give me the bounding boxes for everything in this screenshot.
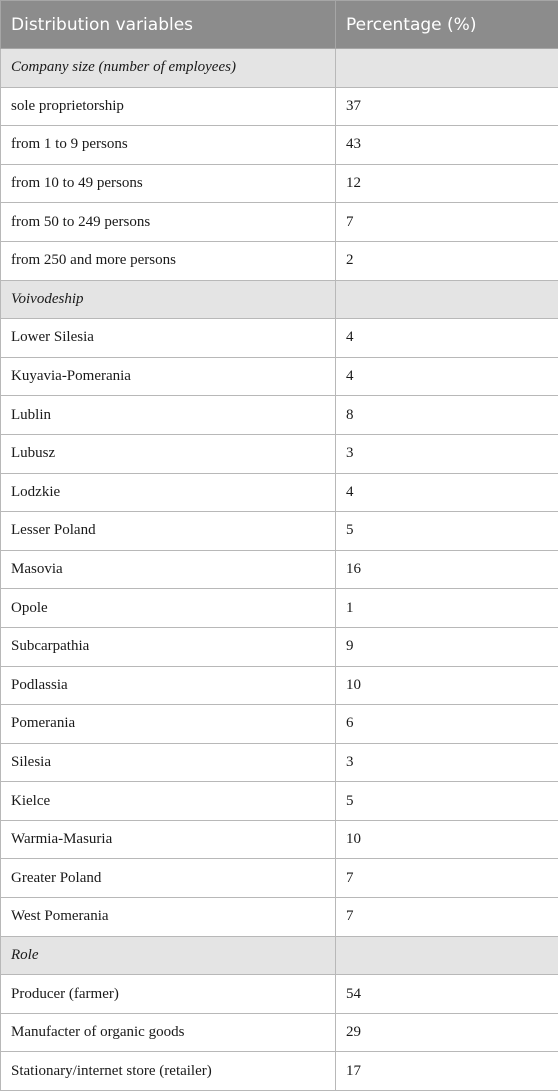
percentage-cell: 1 [336,589,558,628]
table-row [1,1052,558,1091]
percentage-cell: 10 [336,820,558,859]
variable-cell: Masovia [1,550,336,589]
section-header-row [1,280,558,319]
variable-cell: Lublin [1,396,336,435]
percentage-cell: 7 [336,859,558,898]
section-value [336,280,558,319]
table-row [1,627,558,666]
table-row [1,975,558,1014]
variable-cell: Lodzkie [1,473,336,512]
table-row [1,1013,558,1052]
variable-cell: Kielce [1,782,336,821]
variable-cell: Greater Poland [1,859,336,898]
percentage-cell: 10 [336,666,558,705]
section-header-row [1,936,558,975]
percentage-cell: 4 [336,319,558,358]
table-row [1,705,558,744]
percentage-cell: 2 [336,241,558,280]
percentage-cell: 12 [336,164,558,203]
table-row [1,512,558,551]
variable-cell: Warmia-Masuria [1,820,336,859]
percentage-cell: 4 [336,473,558,512]
table-row [1,87,558,126]
percentage-cell: 3 [336,743,558,782]
section-value [336,49,558,88]
table-row [1,126,558,165]
section-value [336,936,558,975]
percentage-cell: 37 [336,87,558,126]
percentage-cell: 6 [336,705,558,744]
table-row [1,357,558,396]
variable-cell: Manufacter of organic goods [1,1013,336,1052]
variable-cell: Lesser Poland [1,512,336,551]
percentage-cell: 54 [336,975,558,1014]
percentage-cell: 8 [336,396,558,435]
variable-cell: Lower Silesia [1,319,336,358]
variable-cell: from 50 to 249 persons [1,203,336,242]
section-label: Company size (number of employees) [1,49,336,88]
percentage-cell: 3 [336,434,558,473]
percentage-cell: 5 [336,512,558,551]
table-body [1,49,558,1091]
percentage-cell: 17 [336,1052,558,1091]
percentage-cell: 9 [336,627,558,666]
variable-cell: West Pomerania [1,898,336,937]
percentage-cell: 7 [336,898,558,937]
table-row [1,203,558,242]
variable-cell: Silesia [1,743,336,782]
table-row [1,898,558,937]
column-header-variables: Distribution variables [1,1,336,49]
column-header-percentage: Percentage (%) [336,1,558,49]
table-row [1,782,558,821]
table-row [1,820,558,859]
variable-cell: Stationary/internet store (retailer) [1,1052,336,1091]
table-row [1,589,558,628]
table-row [1,859,558,898]
variable-cell: Subcarpathia [1,627,336,666]
percentage-cell: 29 [336,1013,558,1052]
variable-cell: sole proprietorship [1,87,336,126]
table-row [1,319,558,358]
percentage-cell: 5 [336,782,558,821]
table-row [1,550,558,589]
percentage-cell: 43 [336,126,558,165]
table-row [1,743,558,782]
table-row [1,434,558,473]
variable-cell: Pomerania [1,705,336,744]
percentage-cell: 7 [336,203,558,242]
table-row [1,241,558,280]
variable-cell: from 10 to 49 persons [1,164,336,203]
table-row [1,396,558,435]
table-row [1,164,558,203]
table-header-row [1,1,558,49]
percentage-cell: 4 [336,357,558,396]
variable-cell: from 250 and more persons [1,241,336,280]
section-label: Voivodeship [1,280,336,319]
variable-cell: Kuyavia-Pomerania [1,357,336,396]
table-row [1,666,558,705]
variable-cell: from 1 to 9 persons [1,126,336,165]
section-header-row [1,49,558,88]
variable-cell: Opole [1,589,336,628]
percentage-cell: 16 [336,550,558,589]
variable-cell: Podlassia [1,666,336,705]
variable-cell: Lubusz [1,434,336,473]
section-label: Role [1,936,336,975]
variable-cell: Producer (farmer) [1,975,336,1014]
table-row [1,473,558,512]
